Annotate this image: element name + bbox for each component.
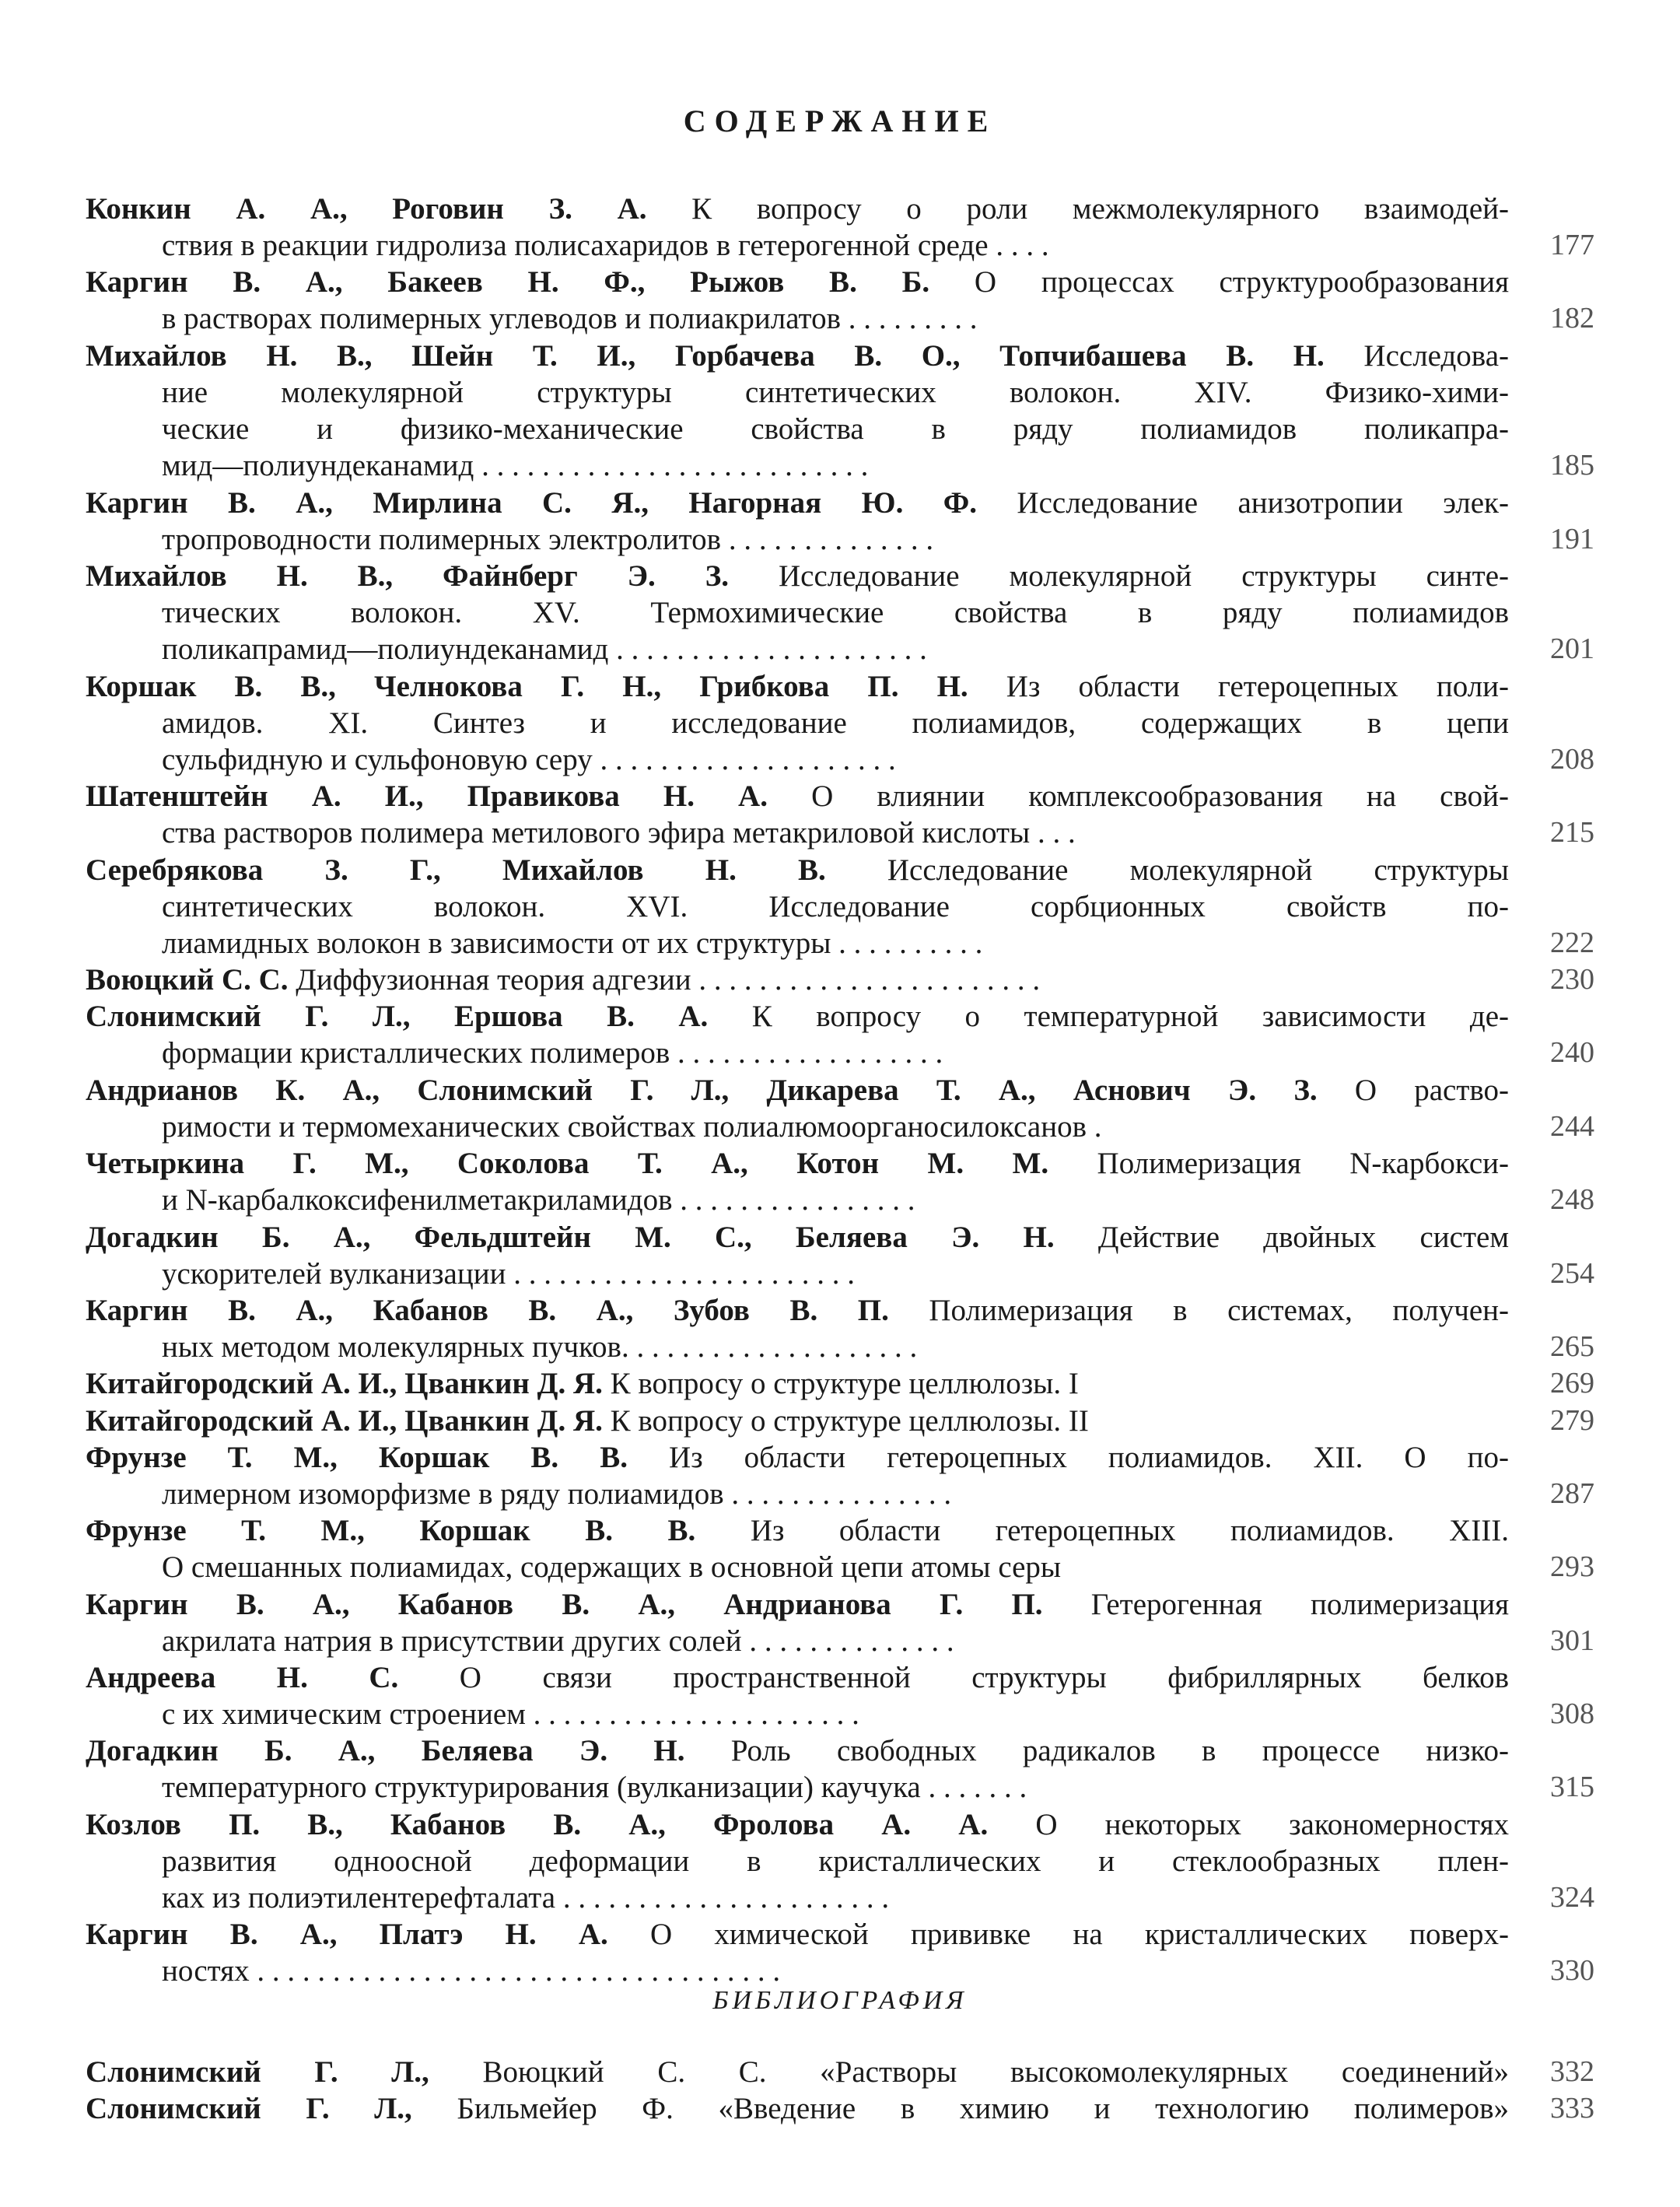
entry-text (162, 300, 1509, 337)
entry-line (86, 521, 1594, 558)
entry-text (86, 668, 1509, 705)
entry-text (162, 227, 1509, 264)
page-number: 308 (1550, 1697, 1594, 1730)
entry-line (86, 447, 1594, 484)
entry-line (86, 1512, 1594, 1549)
entry-text (162, 1769, 1509, 1806)
entry-text (162, 631, 1509, 667)
entry-text (162, 1879, 1509, 1916)
contents-entry (86, 1145, 1594, 1218)
bibliography-entry (86, 2090, 1594, 2127)
entry-authors: Догадкин Б. А., Беляева Э. Н. (86, 1734, 685, 1768)
entry-text (86, 1512, 1509, 1549)
entry-authors: Каргин В. А., Кабанов В. А., Зубов В. П. (86, 1294, 889, 1327)
contents-entry (86, 1512, 1594, 1585)
entry-text (162, 374, 1509, 411)
page-number: 315 (1550, 1771, 1594, 1804)
entry-line (86, 2090, 1594, 2127)
entry-text (162, 1035, 1509, 1071)
entry-line (86, 778, 1594, 814)
entry-line (86, 411, 1594, 447)
entry-line (86, 1623, 1594, 1659)
entry-text (162, 1476, 1509, 1512)
entry-line (86, 264, 1594, 300)
contents-entry (86, 778, 1594, 851)
entry-text (162, 1843, 1509, 1879)
entry-authors: Андреева Н. С. (86, 1661, 399, 1694)
entry-text (86, 1219, 1509, 1256)
contents-entry (86, 1806, 1594, 1916)
entry-text (162, 705, 1509, 741)
entry-title-line: Исследование молекулярной структуры (887, 853, 1509, 887)
entry-line (86, 1659, 1594, 1696)
bibliography-heading: БИБЛИОГРАФИЯ (712, 1986, 968, 2015)
entry-line (86, 1035, 1594, 1071)
entry-text (86, 1403, 1509, 1439)
page-number: 201 (1550, 632, 1594, 665)
entry-text (86, 1659, 1509, 1696)
entry-title-line: лиамидных волокон в зависимости от их структуры . . . . . . . . . . (162, 926, 983, 960)
page-number: 330 (1550, 1954, 1594, 1988)
entry-title-line: Из области гетероцепных поли- (1006, 669, 1509, 703)
entry-title-line: тических волокон. XV. Термохимические свойства в ряду полиамидов (162, 596, 1509, 629)
entry-title-line: К вопросу о структуре целлюлозы. II (610, 1403, 1089, 1438)
contents-entry (86, 1292, 1594, 1365)
entry-title-line: и N-карбалкоксифенилметакриламидов . . . . . . . . . . . . . . . . (162, 1183, 915, 1217)
entry-authors: Китайгородский А. И., Цванкин Д. Я. (86, 1403, 603, 1438)
entry-text (162, 1182, 1509, 1218)
entry-text (162, 888, 1509, 925)
contents-entry (86, 1365, 1594, 1402)
entry-title-line: развития одноосной деформации в кристаллических и стеклообразных плен- (162, 1844, 1509, 1878)
entry-authors: Слонимский Г. Л., (86, 2092, 412, 2126)
entry-line (86, 668, 1594, 705)
entry-title-line: ства растворов полимера метилового эфира метакриловой кислоты . . . (162, 816, 1076, 850)
entry-title-line: О химической прививке на кристаллических поверх- (649, 1918, 1509, 1952)
contents-entry (86, 962, 1594, 998)
entry-title-line: О некоторых закономерностях (1035, 1807, 1509, 1841)
entry-line (86, 2054, 1594, 2090)
entry-text (162, 521, 1509, 558)
entry-title-line: Исследова- (1363, 338, 1509, 373)
entry-text (162, 1953, 1509, 1989)
entry-line (86, 1549, 1594, 1585)
entry-authors: Воюцкий С. С. (86, 963, 289, 997)
entry-title-line: Роль свободных радикалов в процессе низко- (730, 1734, 1509, 1768)
entry-text (86, 1916, 1509, 1953)
entry-text (86, 962, 1509, 998)
entry-title-line: ускорителей вулканизации . . . . . . . . . . . . . . . . . . . . . . . (162, 1256, 855, 1291)
page-number: 177 (1550, 229, 1594, 261)
entry-text (86, 1806, 1509, 1843)
entry-text (86, 1145, 1509, 1182)
entry-text (162, 925, 1509, 962)
entry-line (86, 1732, 1594, 1769)
page-number: 324 (1550, 1880, 1594, 1914)
entry-authors: Слонимский Г. Л., Ершова В. А. (86, 1000, 709, 1034)
entry-title-line: О процессах структурообразования (974, 265, 1509, 300)
entry-line (86, 1072, 1594, 1109)
entry-text (86, 485, 1509, 521)
entry-authors: Михайлов Н. В., Файнберг Э. З. (86, 559, 730, 593)
entry-authors: Шатенштейн А. И., Правикова Н. А. (86, 779, 768, 814)
entry-title-line: температурного структурирования (вулканизации) каучука . . . . . . . (162, 1771, 1027, 1805)
contents-heading: СОДЕРЖАНИЕ (683, 103, 997, 138)
entry-line (86, 1843, 1594, 1879)
page-number: 240 (1550, 1036, 1594, 1070)
entry-line (86, 741, 1594, 778)
page-number: 182 (1550, 302, 1594, 335)
entry-line (86, 1696, 1594, 1732)
entry-title-line: О смешанных полиамидах, содержащих в основной цепи атомы серы (162, 1550, 1062, 1585)
page-number: 191 (1550, 522, 1594, 555)
entry-title-line: Исследование молекулярной структуры синте- (778, 559, 1509, 593)
entry-title-line: ческие и физико-механические свойства в ряду полиамидов поликапра- (162, 412, 1509, 446)
entry-authors: Каргин В. А., Кабанов В. А., Андрианова Г. П. (86, 1587, 1043, 1621)
entry-title-line: ние молекулярной структуры синтетических волокон. XIV. Физико-хими- (162, 375, 1509, 409)
entry-line (86, 888, 1594, 925)
entry-text (86, 191, 1509, 227)
entry-text (86, 338, 1509, 374)
contents-entry (86, 998, 1594, 1071)
entry-title-line: ностях . . . . . . . . . . . . . . . . . . . . . . . . . . . . . . . . . . . (162, 1954, 781, 1988)
entry-authors: Четыркина Г. М., Соколова Т. А., Котон М. М. (86, 1147, 1049, 1181)
entry-text (162, 1109, 1509, 1145)
entry-line (86, 1806, 1594, 1843)
entry-authors: Фрунзе Т. М., Коршак В. В. (86, 1440, 628, 1474)
entry-title-line: с их химическим строением . . . . . . . . . . . . . . . . . . . . . . (162, 1697, 859, 1731)
entry-text (162, 1549, 1509, 1585)
entry-authors: Козлов П. В., Кабанов В. А., Фролова А. А. (86, 1807, 989, 1841)
entry-line (86, 300, 1594, 337)
entry-authors: Серебрякова З. Г., Михайлов Н. В. (86, 853, 826, 887)
entry-title-line: Полимеризация в системах, получен- (929, 1294, 1509, 1327)
entry-line (86, 191, 1594, 227)
page-number: 333 (1550, 2092, 1594, 2125)
entry-line (86, 1439, 1594, 1476)
entry-title-line: ствия в реакции гидролиза полисахаридов в гетерогенной среде . . . . (162, 229, 1049, 262)
page-number: 222 (1550, 926, 1594, 959)
entry-title-line: Полимеризация N-карбокси- (1097, 1147, 1509, 1181)
entry-title-line: ных методом молекулярных пучков. . . . . . . . . . . . . . . . . . . . (162, 1330, 918, 1364)
entry-line (86, 1953, 1594, 1989)
entry-line (86, 852, 1594, 888)
contents-entry (86, 558, 1594, 667)
entry-text (86, 2090, 1509, 2127)
entry-text (162, 1696, 1509, 1732)
entry-title-line: Из области гетероцепных полиамидов. XII. О по- (669, 1440, 1509, 1474)
entry-line (86, 558, 1594, 594)
entry-authors: Каргин В. А., Бакеев Н. Ф., Рыжов В. Б. (86, 265, 930, 300)
entry-text (162, 411, 1509, 447)
entry-line (86, 1109, 1594, 1145)
entry-authors: Каргин В. А., Платэ Н. А. (86, 1918, 608, 1952)
entry-authors: Михайлов Н. В., Шейн Т. И., Горбачева В. О., Топчибашева В. Н. (86, 338, 1325, 373)
entry-text (162, 1623, 1509, 1659)
entry-title-line: сульфидную и сульфоновую серу . . . . . . . . . . . . . . . . . . . . (162, 742, 896, 776)
entry-line (86, 962, 1594, 998)
contents-entry (86, 1586, 1594, 1659)
entry-authors: Андрианов К. А., Слонимский Г. Л., Дикарева Т. А., Аснович Э. З. (86, 1073, 1318, 1107)
page-number: 293 (1550, 1550, 1594, 1584)
page-number: 254 (1550, 1256, 1594, 1290)
entry-title-line: поликапрамид—полиундеканамид . . . . . . . . . . . . . . . . . . . . . (162, 632, 927, 666)
entry-text (162, 1329, 1509, 1365)
page-number: 301 (1550, 1624, 1594, 1657)
contents-entry (86, 1659, 1594, 1732)
contents-entry (86, 1403, 1594, 1439)
bibliography-entry (86, 2054, 1594, 2090)
contents-entry (86, 1072, 1594, 1145)
entry-text (162, 594, 1509, 631)
contents-entry (86, 1219, 1594, 1292)
entry-text (86, 778, 1509, 814)
entry-authors: Фрунзе Т. М., Коршак В. В. (86, 1514, 696, 1548)
entry-title-line: Воюцкий С. С. «Растворы высокомолекулярных соединений» (482, 2055, 1509, 2089)
entry-text (86, 1732, 1509, 1769)
page-number: 208 (1550, 742, 1594, 776)
entry-line (86, 1145, 1594, 1182)
entry-line (86, 594, 1594, 631)
entry-authors: Слонимский Г. Л., (86, 2055, 429, 2089)
entry-line (86, 925, 1594, 962)
page-number: 332 (1550, 2055, 1594, 2088)
entry-authors: Китайгородский А. И., Цванкин Д. Я. (86, 1367, 603, 1401)
entry-title-line: амидов. XI. Синтез и исследование полиамидов, содержащих в цепи (162, 706, 1509, 740)
entry-line (86, 1182, 1594, 1218)
entry-text (162, 741, 1509, 778)
entry-title-line: О влиянии комплексообразования на свой- (811, 779, 1509, 814)
entry-line (86, 1329, 1594, 1365)
entry-title-line: лимерном изоморфизме в ряду полиамидов . . . . . . . . . . . . . . . (162, 1477, 952, 1511)
page-number: 269 (1550, 1367, 1594, 1400)
entry-title-line: акрилата натрия в присутствии других солей . . . . . . . . . . . . . . (162, 1624, 954, 1658)
entry-line (86, 814, 1594, 851)
entry-line (86, 1476, 1594, 1512)
entry-authors: Каргин В. А., Мирлина С. Я., Нагорная Ю. Ф. (86, 485, 977, 520)
entry-title-line: мид—полиундеканамид . . . . . . . . . . . . . . . . . . . . . . . . . . (162, 448, 869, 482)
entry-text (86, 1292, 1509, 1329)
entry-title-line: синтетических волокон. XVI. Исследование сорбционных свойств по- (162, 889, 1509, 923)
entry-authors: Коршак В. В., Челнокова Г. Н., Грибкова П. Н. (86, 669, 968, 703)
entry-text (162, 447, 1509, 484)
contents-entry (86, 338, 1594, 484)
entry-line (86, 1879, 1594, 1916)
page-number: 230 (1550, 963, 1594, 997)
entry-title-line: Действие двойных систем (1097, 1220, 1509, 1254)
entry-title-line: Бильмейер Ф. «Введение в химию и технологию полимеров» (457, 2092, 1509, 2126)
entry-text (86, 1365, 1509, 1402)
entry-authors: Конкин А. А., Роговин З. А. (86, 192, 647, 226)
entry-text (86, 558, 1509, 594)
contents-entry (86, 1439, 1594, 1512)
entry-text (86, 264, 1509, 300)
entry-text (162, 814, 1509, 851)
entry-text (86, 1586, 1509, 1623)
entry-text (86, 2054, 1509, 2090)
entry-line (86, 705, 1594, 741)
entry-line (86, 1219, 1594, 1256)
page-number: 244 (1550, 1109, 1594, 1143)
entry-text (86, 1072, 1509, 1109)
entry-line (86, 374, 1594, 411)
entry-title-line: Гетерогенная полимеризация (1090, 1587, 1509, 1621)
entry-line (86, 1586, 1594, 1623)
entry-title-line: О связи пространственной структуры фибриллярных белков (459, 1661, 1509, 1694)
entry-line (86, 631, 1594, 667)
entry-title-line: формации кристаллических полимеров . . . . . . . . . . . . . . . . . . (162, 1036, 943, 1070)
entry-title-line: Диффузионная теория адгезии . . . . . . . . . . . . . . . . . . . . . . . (296, 963, 1041, 997)
entry-title-line: римости и термомеханических свойствах полиалюмоорганосилоксанов . (162, 1109, 1102, 1144)
entry-title-line: К вопросу о роли межмолекулярного взаимодей- (691, 192, 1509, 226)
contents-entry (86, 264, 1594, 337)
entry-title-line: Исследование анизотропии элек- (1017, 485, 1509, 520)
entry-line (86, 998, 1594, 1035)
entry-line (86, 1916, 1594, 1953)
entry-line (86, 1292, 1594, 1329)
entry-line (86, 485, 1594, 521)
entry-line (86, 1365, 1594, 1402)
entry-title-line: К вопросу о температурной зависимости де- (751, 1000, 1509, 1034)
page-number: 248 (1550, 1183, 1594, 1217)
entry-text (86, 852, 1509, 888)
contents-entry (86, 191, 1594, 264)
contents-entry (86, 668, 1594, 778)
entry-title-line: О раство- (1354, 1073, 1509, 1107)
entry-title-line: в растворах полимерных углеводов и полиакрилатов . . . . . . . . . (162, 302, 978, 336)
page-number: 185 (1550, 448, 1594, 482)
entry-authors: Догадкин Б. А., Фельдштейн М. С., Беляева Э. Н. (86, 1220, 1055, 1254)
entry-text (86, 998, 1509, 1035)
entry-line (86, 1256, 1594, 1292)
contents-entry (86, 852, 1594, 962)
entry-title-line: К вопросу о структуре целлюлозы. I (610, 1367, 1079, 1401)
page-number: 279 (1550, 1403, 1594, 1437)
entry-text (162, 1256, 1509, 1292)
entry-line (86, 1769, 1594, 1806)
entry-title-line: ках из полиэтилентерефталата . . . . . . . . . . . . . . . . . . . . . . (162, 1880, 890, 1914)
page-number: 287 (1550, 1477, 1594, 1510)
page-number: 215 (1550, 816, 1594, 850)
entry-text (86, 1439, 1509, 1476)
contents-entry (86, 1732, 1594, 1806)
entry-title-line: тропроводности полимерных электролитов . . . . . . . . . . . . . . (162, 522, 934, 556)
page-number: 265 (1550, 1330, 1594, 1363)
contents-entry (86, 1916, 1594, 1989)
entry-line (86, 227, 1594, 264)
entry-line (86, 1403, 1594, 1439)
entry-line (86, 338, 1594, 374)
contents-entry (86, 485, 1594, 558)
entry-title-line: Из области гетероцепных полиамидов. XIII. (750, 1514, 1509, 1548)
